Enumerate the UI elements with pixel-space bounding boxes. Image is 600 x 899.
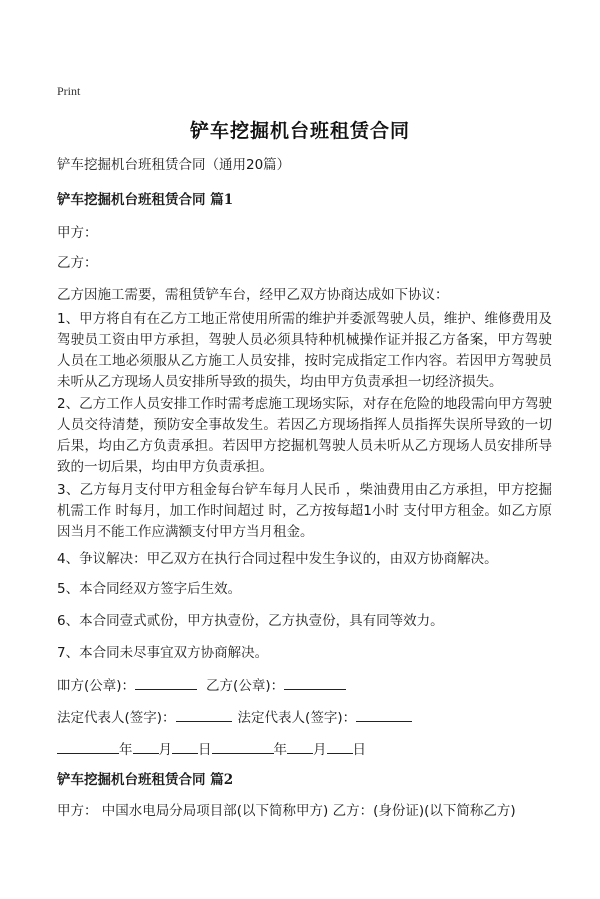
date-b-month-label: 月 [313, 742, 327, 758]
clause-3: 3、乙方每月支付甲方租金每台铲车每月人民币 ，柴油费用由乙方承担，甲方挖掘机需工作 时每月，加工作时间超过 时，乙方按每超1小时 支付甲方租金。如乙方原因当月不能工作应满额支付甲方当月租金。 [57, 482, 552, 540]
party-a-line: 甲方： [57, 225, 98, 241]
intro-line: 乙方因施工需要，需租赁铲车台，经甲乙双方协商达成如下协议： [57, 287, 449, 303]
representative-row [57, 706, 412, 726]
section-2-heading: 铲车挖掘机台班租赁合同 篇2 [57, 772, 234, 788]
clause-4: 4、争议解决：甲乙双方在执行合同过程中发生争议的，由双方协商解决。 [57, 551, 498, 567]
date-a-year-label: 年 [119, 742, 133, 758]
date-a-month-label: 月 [158, 742, 172, 758]
party-a-rep-label: 法定代表人(签字)： [57, 710, 176, 726]
party-a-seal-label: 吅方(公章)： [57, 678, 136, 694]
party-b-rep-blank[interactable] [356, 707, 412, 722]
date-a-day-label: 日 [198, 742, 212, 758]
party-b-line: 乙方： [57, 255, 98, 271]
date-row [57, 738, 366, 758]
party-b-seal-label: 乙方(公章)： [206, 678, 285, 694]
date-b-year-label: 年 [273, 742, 287, 758]
document-title: 铲车挖掘机台班租赁合同 [189, 120, 410, 142]
date-a-month-blank[interactable] [133, 739, 159, 754]
party-b-seal-blank[interactable] [284, 675, 346, 690]
seal-row [57, 674, 346, 694]
clause-1: 1、甲方将自有在乙方工地正常使用所需的维护并委派驾驶人员，维护、维修费用及驾驶员工资由甲方承担，驾驶人员必须具特种机械操作证并报乙方备案，甲方驾驶人员在工地必须服从乙方施工人员安排，按时完成指定工作内容。若因甲方驾驶员未听从乙方现场人员安排所导致的损失，均由甲方负责承担一切经济损失。 [57, 311, 552, 390]
print-label: Print [57, 84, 81, 98]
party-a-seal-blank[interactable] [135, 675, 197, 690]
section-1-heading: 铲车挖掘机台班租赁合同 篇1 [57, 192, 234, 208]
section-2-parties: 甲方： 中国水电局分局项目部(以下简称甲方) 乙方：(身份证)(以下简称乙方) [57, 803, 516, 819]
date-b-month-blank[interactable] [287, 739, 313, 754]
date-b-year-blank[interactable] [212, 739, 274, 754]
date-b-day-blank[interactable] [327, 739, 353, 754]
date-b-day-label: 日 [352, 742, 366, 758]
party-a-rep-blank[interactable] [176, 707, 232, 722]
clause-2: 2、乙方工作人员安排工作时需考虑施工现场实际，对存在危险的地段需向甲方驾驶人员交待清楚，预防安全事故发生。若因乙方现场指挥人员指挥失误所导致的一切后果，均由乙方负责承担。若因甲方挖掘机驾驶人员未听从乙方现场人员安排所导致的一切后果，均由甲方负责承担。 [57, 396, 552, 475]
clause-5: 5、本合同经双方签字后生效。 [57, 581, 242, 597]
date-a-day-blank[interactable] [172, 739, 198, 754]
date-a-year-blank[interactable] [57, 739, 119, 754]
document-subtitle: 铲车挖掘机台班租赁合同（通用20篇） [57, 157, 291, 173]
party-b-rep-label: 法定代表人(签字)： [237, 710, 357, 726]
clause-7: 7、本合同未尽事宜双方协商解决。 [57, 645, 269, 661]
clause-6: 6、本合同壹式贰份，甲方执壹份，乙方执壹份，具有同等效力。 [57, 613, 444, 629]
